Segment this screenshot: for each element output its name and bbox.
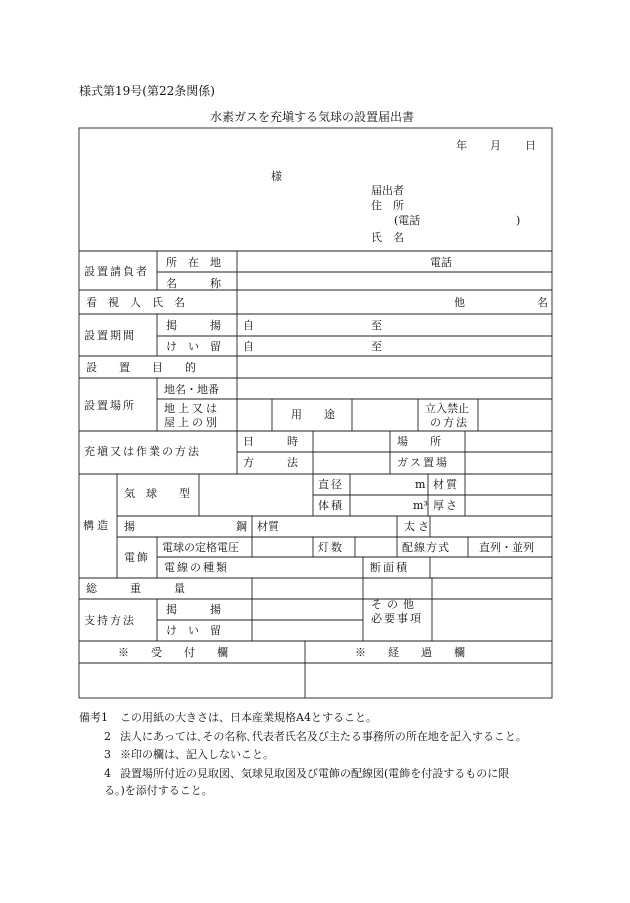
name-label: 氏 名 bbox=[371, 231, 404, 244]
method-label: 方 法 bbox=[243, 456, 298, 469]
rated-voltage-label: 電球の定格電圧 bbox=[162, 541, 239, 554]
date-day-label: 日 bbox=[525, 139, 536, 152]
phone-close-label: ) bbox=[516, 214, 521, 227]
note-2-text: 法人にあっては､その名称､代表者氏名及び主たる事務所の所在地を記入すること。 bbox=[120, 730, 527, 743]
notifier-label: 届出者 bbox=[371, 184, 404, 197]
note-4-text-line2: る。)を添付すること。 bbox=[104, 784, 213, 797]
moor-from-label: 自 bbox=[243, 340, 254, 353]
total-weight-label: 総 重 量 bbox=[86, 582, 185, 595]
support-method-label: 支持方法 bbox=[84, 614, 136, 627]
note-4-text-line1: 設置場所付近の見取図、気球見取図及び電飾の配線図(電飾を付設するものに限 bbox=[120, 767, 510, 780]
note-4-label: 4 bbox=[104, 767, 111, 780]
wiring-method-label: 配線方式 bbox=[402, 541, 450, 554]
corp-name-label: 名 称 bbox=[166, 277, 221, 290]
ground-roof-label-2: 屋上の別 bbox=[164, 416, 220, 429]
reception-column-label: ※ 受 付 欄 bbox=[118, 646, 228, 659]
addressee-suffix: 様 bbox=[271, 170, 282, 183]
hoist-to-label: 至 bbox=[371, 319, 382, 332]
note-1-text: この用紙の大きさは、日本産業規格A4とすること。 bbox=[120, 711, 377, 724]
thickness-label: 厚さ bbox=[433, 499, 459, 512]
ground-roof-label-1: 地上又は bbox=[164, 402, 220, 415]
usage-label: 用 途 bbox=[291, 408, 335, 421]
filling-method-label: 充塡又は作業の方法 bbox=[84, 445, 201, 458]
support-hoist-label: 掲 揚 bbox=[166, 603, 221, 616]
support-moor-label: け い 留 bbox=[166, 624, 221, 637]
phone-open-label: (電話 bbox=[394, 214, 421, 227]
hoist-from-label: 自 bbox=[243, 319, 254, 332]
note-3-label: 3 bbox=[104, 748, 111, 761]
phone-label: 電話 bbox=[430, 256, 452, 269]
address-label: 住 所 bbox=[371, 199, 404, 212]
persons-suffix: 名 bbox=[537, 296, 548, 309]
lamp-count-label: 灯数 bbox=[318, 541, 344, 554]
date-year-label: 年 bbox=[456, 139, 467, 152]
form-number: 様式第19号(第22条関係) bbox=[79, 84, 215, 98]
location-label: 所 在 地 bbox=[166, 256, 221, 269]
gas-storage-label: ガス置場 bbox=[397, 456, 449, 469]
installation-requester-label: 設置請負者 bbox=[84, 265, 149, 278]
date-month-label: 月 bbox=[490, 139, 501, 152]
gauge-label: 太さ bbox=[404, 520, 432, 533]
others-label: 他 bbox=[454, 296, 465, 309]
period-hoist-label: 掲 揚 bbox=[166, 319, 221, 332]
diameter-unit: m bbox=[415, 478, 426, 491]
wire-material-label: 材質 bbox=[257, 520, 279, 533]
restriction-label-2: の方法 bbox=[430, 416, 469, 429]
note-1-label: 備考1 bbox=[79, 711, 108, 724]
steel-label: 鋼 bbox=[236, 520, 247, 533]
moor-to-label: 至 bbox=[371, 340, 382, 353]
wire-type-label: 電線の種類 bbox=[164, 561, 229, 574]
lot-number-label: 地名・地番 bbox=[164, 383, 219, 396]
material-label: 材質 bbox=[433, 478, 459, 491]
progress-column-label: ※ 経 過 欄 bbox=[355, 646, 465, 659]
cross-section-label: 断面積 bbox=[370, 561, 409, 574]
installation-place-label: 設置場所 bbox=[84, 399, 136, 412]
decoration-label: 電飾 bbox=[124, 551, 150, 564]
datetime-label: 日 時 bbox=[243, 435, 298, 448]
volume-label: 体積 bbox=[318, 499, 344, 512]
period-moor-label: け い 留 bbox=[166, 340, 221, 353]
diameter-label: 直径 bbox=[318, 478, 344, 491]
note-2-label: 2 bbox=[104, 730, 111, 743]
note-3-text: ※印の欄は、記入しないこと。 bbox=[120, 748, 274, 761]
restriction-label-1: 立入禁止 bbox=[425, 402, 469, 415]
volume-unit: m³ bbox=[413, 499, 428, 512]
hoist-wire-label: 揚 bbox=[124, 520, 135, 533]
structure-label: 構造 bbox=[83, 519, 111, 532]
form-title: 水素ガスを充塡する気球の設置届出書 bbox=[210, 110, 415, 124]
watcher-name-label: 看 視 人 氏 名 bbox=[86, 296, 185, 309]
other-label-1: その他 bbox=[371, 598, 419, 611]
balloon-type-label: 気 球 型 bbox=[124, 487, 190, 500]
other-label-2: 必要事項 bbox=[371, 612, 423, 625]
place-label: 場 所 bbox=[397, 435, 441, 448]
series-parallel-label: 直列・並列 bbox=[479, 541, 534, 554]
installation-period-label: 設置期間 bbox=[84, 329, 136, 342]
purpose-label: 設 置 目 的 bbox=[86, 361, 196, 374]
